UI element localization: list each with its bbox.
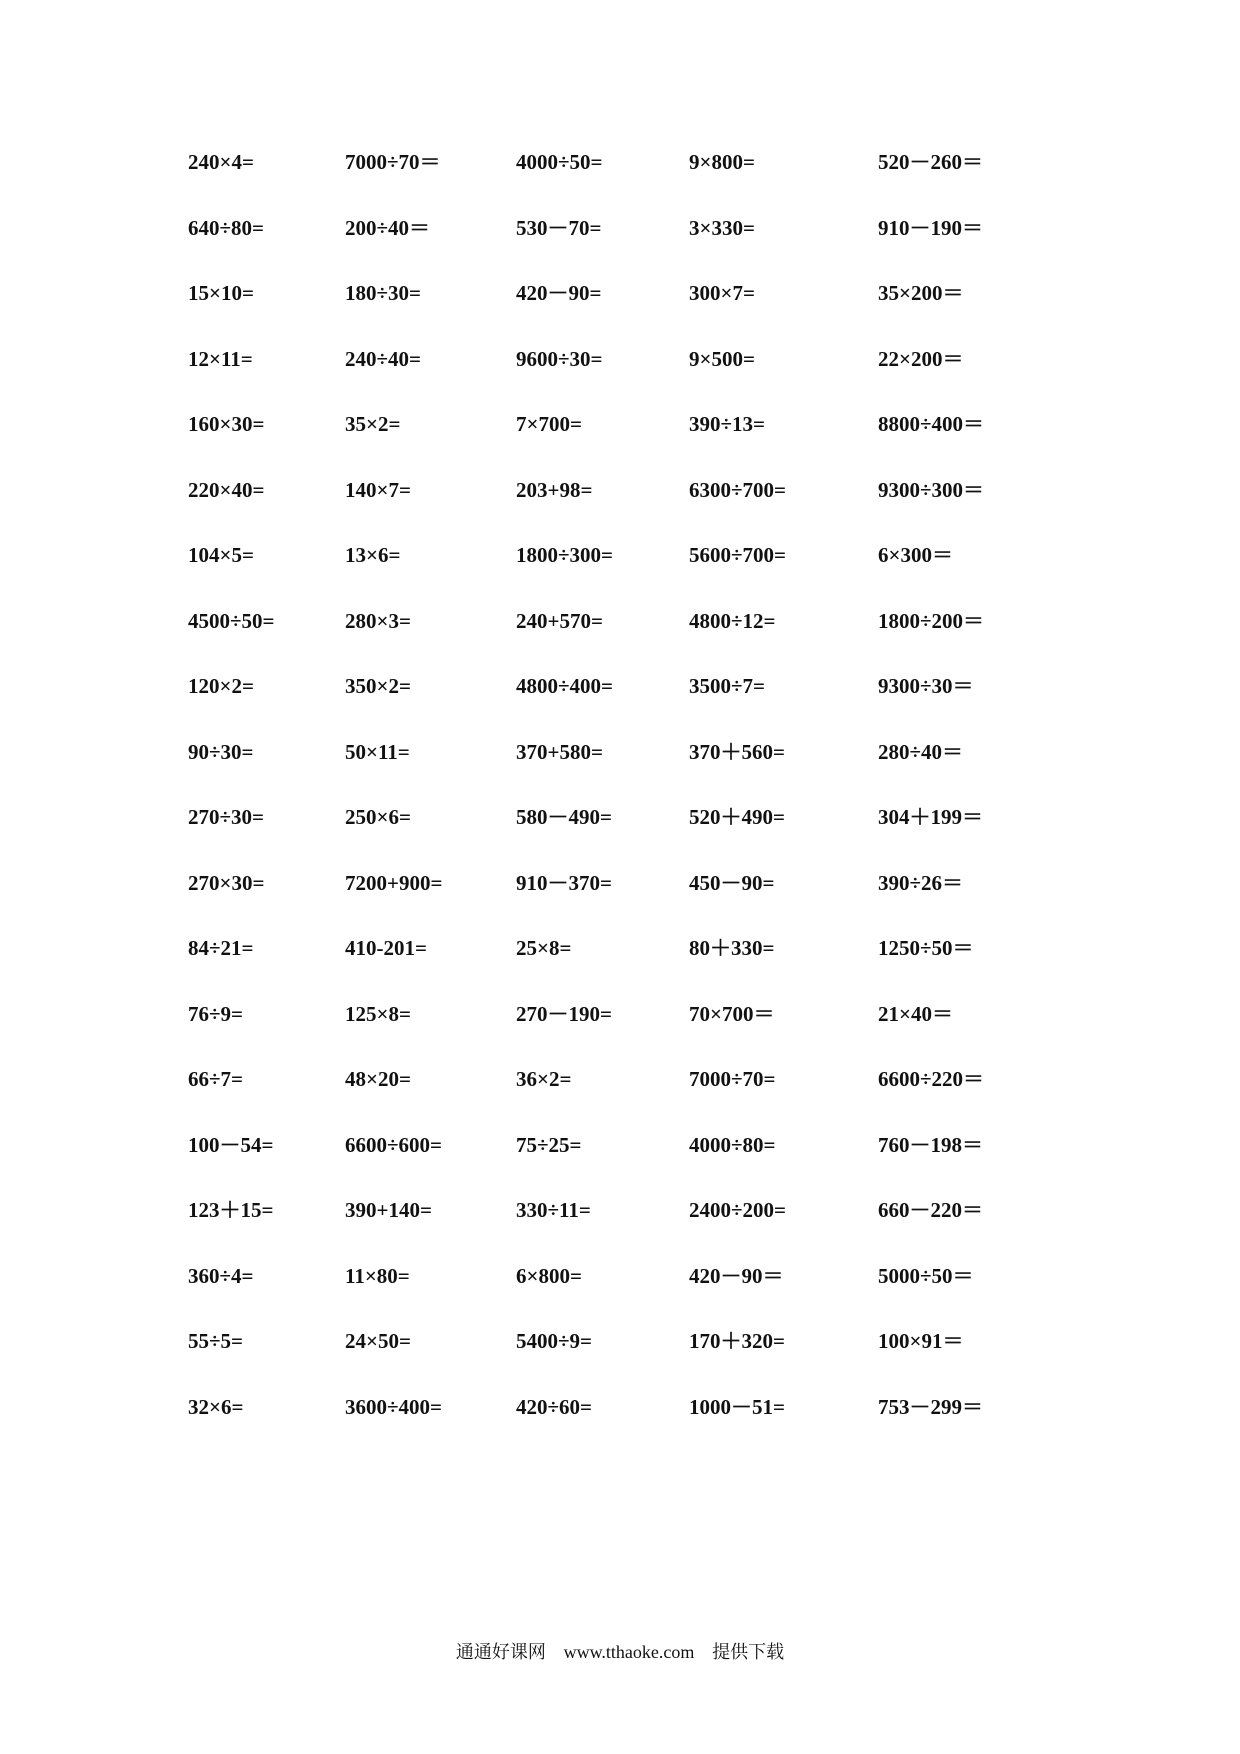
arithmetic-problem: 760－198＝ — [878, 1132, 983, 1157]
arithmetic-problem: 3500÷7= — [689, 674, 765, 698]
arithmetic-problem: 22×200＝ — [878, 346, 964, 371]
arithmetic-problem: 1800÷200＝ — [878, 608, 985, 633]
problem-row — [188, 676, 1088, 742]
arithmetic-problem: 6×300＝ — [878, 543, 953, 567]
arithmetic-problem: 7200+900= — [345, 870, 443, 895]
arithmetic-problem: 5600÷700= — [689, 543, 786, 567]
arithmetic-problem: 3×330= — [689, 215, 755, 240]
arithmetic-problem: 910－370= — [516, 870, 612, 895]
arithmetic-problem: 4000÷80= — [689, 1132, 776, 1157]
arithmetic-problem: 50×11= — [345, 739, 410, 764]
page-footer — [0, 1638, 1240, 1664]
arithmetic-problem: 753－299＝ — [878, 1394, 983, 1419]
arithmetic-problem: 330÷11= — [516, 1198, 591, 1222]
arithmetic-problem: 270÷30= — [188, 805, 264, 829]
arithmetic-problem: 2400÷200= — [689, 1198, 786, 1222]
arithmetic-problem: 240÷40= — [345, 346, 421, 371]
arithmetic-problem: 410-201= — [345, 936, 427, 960]
arithmetic-problem: 6300÷700= — [689, 477, 786, 502]
problem-row — [188, 414, 1088, 480]
arithmetic-problem: 660－220＝ — [878, 1198, 983, 1222]
arithmetic-problem: 35×200＝ — [878, 281, 964, 305]
arithmetic-problem: 520－260＝ — [878, 150, 983, 174]
arithmetic-problem: 11×80= — [345, 1263, 410, 1288]
arithmetic-problem: 80＋330= — [689, 936, 775, 960]
problem-row — [188, 1069, 1088, 1135]
problem-row — [188, 938, 1088, 1004]
arithmetic-problem: 12×11= — [188, 346, 253, 371]
arithmetic-problem: 270×30= — [188, 870, 265, 895]
arithmetic-problem: 270－190= — [516, 1001, 612, 1026]
arithmetic-problem: 120×2= — [188, 674, 254, 698]
arithmetic-problem: 76÷9= — [188, 1001, 243, 1026]
arithmetic-problem: 1000－51= — [689, 1394, 785, 1419]
arithmetic-problem: 6600÷600= — [345, 1132, 442, 1157]
problem-row — [188, 152, 1088, 218]
arithmetic-problem: 240+570= — [516, 608, 603, 633]
arithmetic-problem: 36×2= — [516, 1067, 572, 1091]
arithmetic-problem: 6×800= — [516, 1263, 582, 1288]
arithmetic-problem-grid — [188, 152, 1088, 1462]
problem-row — [188, 1263, 1088, 1332]
arithmetic-problem: 123＋15= — [188, 1198, 274, 1222]
problem-row — [188, 215, 1088, 284]
arithmetic-problem: 250×6= — [345, 805, 411, 829]
problem-row — [188, 739, 1088, 808]
arithmetic-problem: 104×5= — [188, 543, 254, 567]
arithmetic-problem: 4500÷50= — [188, 608, 275, 633]
arithmetic-problem: 9600÷30= — [516, 346, 603, 371]
arithmetic-problem: 100×91＝ — [878, 1329, 964, 1353]
arithmetic-problem: 4000÷50= — [516, 150, 603, 174]
arithmetic-problem: 300×7= — [689, 281, 755, 305]
arithmetic-problem: 304＋199＝ — [878, 805, 983, 829]
arithmetic-problem: 55÷5= — [188, 1329, 243, 1353]
arithmetic-problem: 910－190＝ — [878, 215, 983, 240]
arithmetic-problem: 450－90= — [689, 870, 775, 895]
arithmetic-problem: 32×6= — [188, 1394, 244, 1419]
arithmetic-problem: 200÷40＝ — [345, 215, 431, 240]
arithmetic-problem: 360÷4= — [188, 1263, 254, 1288]
arithmetic-problem: 160×30= — [188, 412, 265, 436]
problem-row — [188, 1331, 1088, 1397]
arithmetic-problem: 1800÷300= — [516, 543, 613, 567]
problem-row — [188, 1132, 1088, 1201]
arithmetic-problem: 370＋560= — [689, 739, 785, 764]
arithmetic-problem: 280÷40＝ — [878, 739, 964, 764]
arithmetic-problem: 5400÷9= — [516, 1329, 592, 1353]
arithmetic-problem: 35×2= — [345, 412, 401, 436]
footer-url: www.tthaoke.com — [563, 1642, 695, 1662]
arithmetic-problem: 390÷26＝ — [878, 870, 964, 895]
arithmetic-problem: 70×700＝ — [689, 1001, 775, 1026]
arithmetic-problem: 220×40= — [188, 477, 265, 502]
arithmetic-problem: 9×500= — [689, 346, 755, 371]
problem-row — [188, 608, 1088, 677]
arithmetic-problem: 24×50= — [345, 1329, 411, 1353]
arithmetic-problem: 170＋320= — [689, 1329, 785, 1353]
problem-row — [188, 346, 1088, 415]
arithmetic-problem: 180÷30= — [345, 281, 421, 305]
problem-row — [188, 807, 1088, 873]
arithmetic-problem: 13×6= — [345, 543, 401, 567]
footer-suffix: 提供下载 — [712, 1642, 785, 1663]
footer-site-name: 通通好课网 — [455, 1642, 546, 1663]
arithmetic-problem: 8800÷400＝ — [878, 412, 985, 436]
arithmetic-problem: 140×7= — [345, 477, 411, 502]
arithmetic-problem: 420－90＝ — [689, 1263, 784, 1288]
arithmetic-problem: 580－490= — [516, 805, 612, 829]
arithmetic-problem: 280×3= — [345, 608, 411, 633]
arithmetic-problem: 370+580= — [516, 739, 603, 764]
arithmetic-problem: 420÷60= — [516, 1394, 592, 1419]
problem-row — [188, 1200, 1088, 1266]
problem-row — [188, 870, 1088, 939]
arithmetic-problem: 6600÷220＝ — [878, 1067, 985, 1091]
problem-row — [188, 1001, 1088, 1070]
arithmetic-problem: 640÷80= — [188, 215, 264, 240]
problem-row — [188, 545, 1088, 611]
arithmetic-problem: 4800÷12= — [689, 608, 776, 633]
arithmetic-problem: 9300÷300＝ — [878, 477, 985, 502]
arithmetic-problem: 25×8= — [516, 936, 572, 960]
arithmetic-problem: 9300÷30＝ — [878, 674, 974, 698]
arithmetic-problem: 3600÷400= — [345, 1394, 442, 1419]
arithmetic-problem: 5000÷50＝ — [878, 1263, 974, 1288]
arithmetic-problem: 9×800= — [689, 150, 755, 174]
arithmetic-problem: 15×10= — [188, 281, 254, 305]
arithmetic-problem: 420－90= — [516, 281, 602, 305]
arithmetic-problem: 48×20= — [345, 1067, 411, 1091]
arithmetic-problem: 390÷13= — [689, 412, 765, 436]
problem-row — [188, 1394, 1088, 1463]
arithmetic-problem: 7000÷70= — [689, 1067, 776, 1091]
arithmetic-problem: 21×40＝ — [878, 1001, 953, 1026]
arithmetic-problem: 520＋490= — [689, 805, 785, 829]
problem-row — [188, 477, 1088, 546]
arithmetic-problem: 203+98= — [516, 477, 593, 502]
arithmetic-problem: 125×8= — [345, 1001, 411, 1026]
arithmetic-problem: 75÷25= — [516, 1132, 582, 1157]
arithmetic-problem: 530－70= — [516, 215, 602, 240]
arithmetic-problem: 240×4= — [188, 150, 254, 174]
arithmetic-problem: 100－54= — [188, 1132, 274, 1157]
arithmetic-problem: 7×700= — [516, 412, 582, 436]
arithmetic-problem: 90÷30= — [188, 739, 254, 764]
arithmetic-problem: 66÷7= — [188, 1067, 243, 1091]
arithmetic-problem: 84÷21= — [188, 936, 254, 960]
problem-row — [188, 283, 1088, 349]
arithmetic-problem: 390+140= — [345, 1198, 432, 1222]
arithmetic-problem: 4800÷400= — [516, 674, 613, 698]
arithmetic-problem: 350×2= — [345, 674, 411, 698]
arithmetic-problem: 7000÷70＝ — [345, 150, 441, 174]
arithmetic-problem: 1250÷50＝ — [878, 936, 974, 960]
